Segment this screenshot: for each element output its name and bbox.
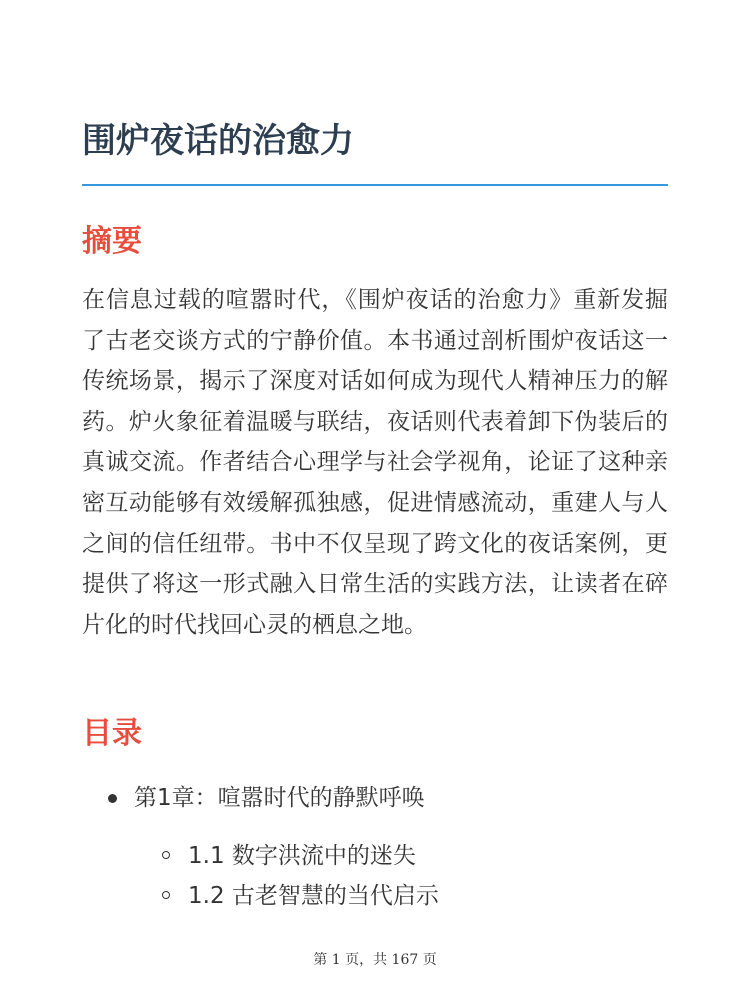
toc-section-label: 1.2 古老智慧的当代启示 <box>188 883 439 909</box>
document-title: 围炉夜话的治愈力 <box>82 121 354 161</box>
toc-heading: 目录 <box>82 716 142 751</box>
circle-bullet-icon <box>162 851 170 859</box>
toc-chapter-label: 第1章：喧嚣时代的静默呼唤 <box>134 785 425 811</box>
abstract-body: 在信息过载的喧嚣时代，《围炉夜话的治愈力》重新发掘了古老交谈方式的宁静价值。本书通过剖析围炉夜话这一传统场景，揭示了深度对话如何成为现代人精神压力的解药。炉火象征着温暖与联结，夜话则代表着卸下伪装后的真诚交流。作者结合心理学与社会学视角，论证了这种亲密互动能够有效缓解孤独感，促进情感流动，重建人与人之间的信任纽带。书中不仅呈现了跨文化的夜话案例，更提供了将这一形式融入日常生活的实践方法，让读者在碎片化的时代找回心灵的栖息之地。 <box>82 287 668 638</box>
title-divider <box>82 184 668 186</box>
page-number-footer: 第 1 页，共 167 页 <box>313 952 437 968</box>
toc-chapter-1 <box>82 778 668 916</box>
abstract-heading: 摘要 <box>82 224 142 259</box>
toc-list <box>82 778 668 916</box>
toc-section-1-2 <box>82 876 668 916</box>
bullet-icon <box>108 794 117 803</box>
toc-subsection-list <box>134 836 668 916</box>
toc-section-label: 1.1 数字洪流中的迷失 <box>188 843 416 869</box>
circle-bullet-icon <box>162 891 170 899</box>
toc-section-1-1 <box>82 836 668 876</box>
